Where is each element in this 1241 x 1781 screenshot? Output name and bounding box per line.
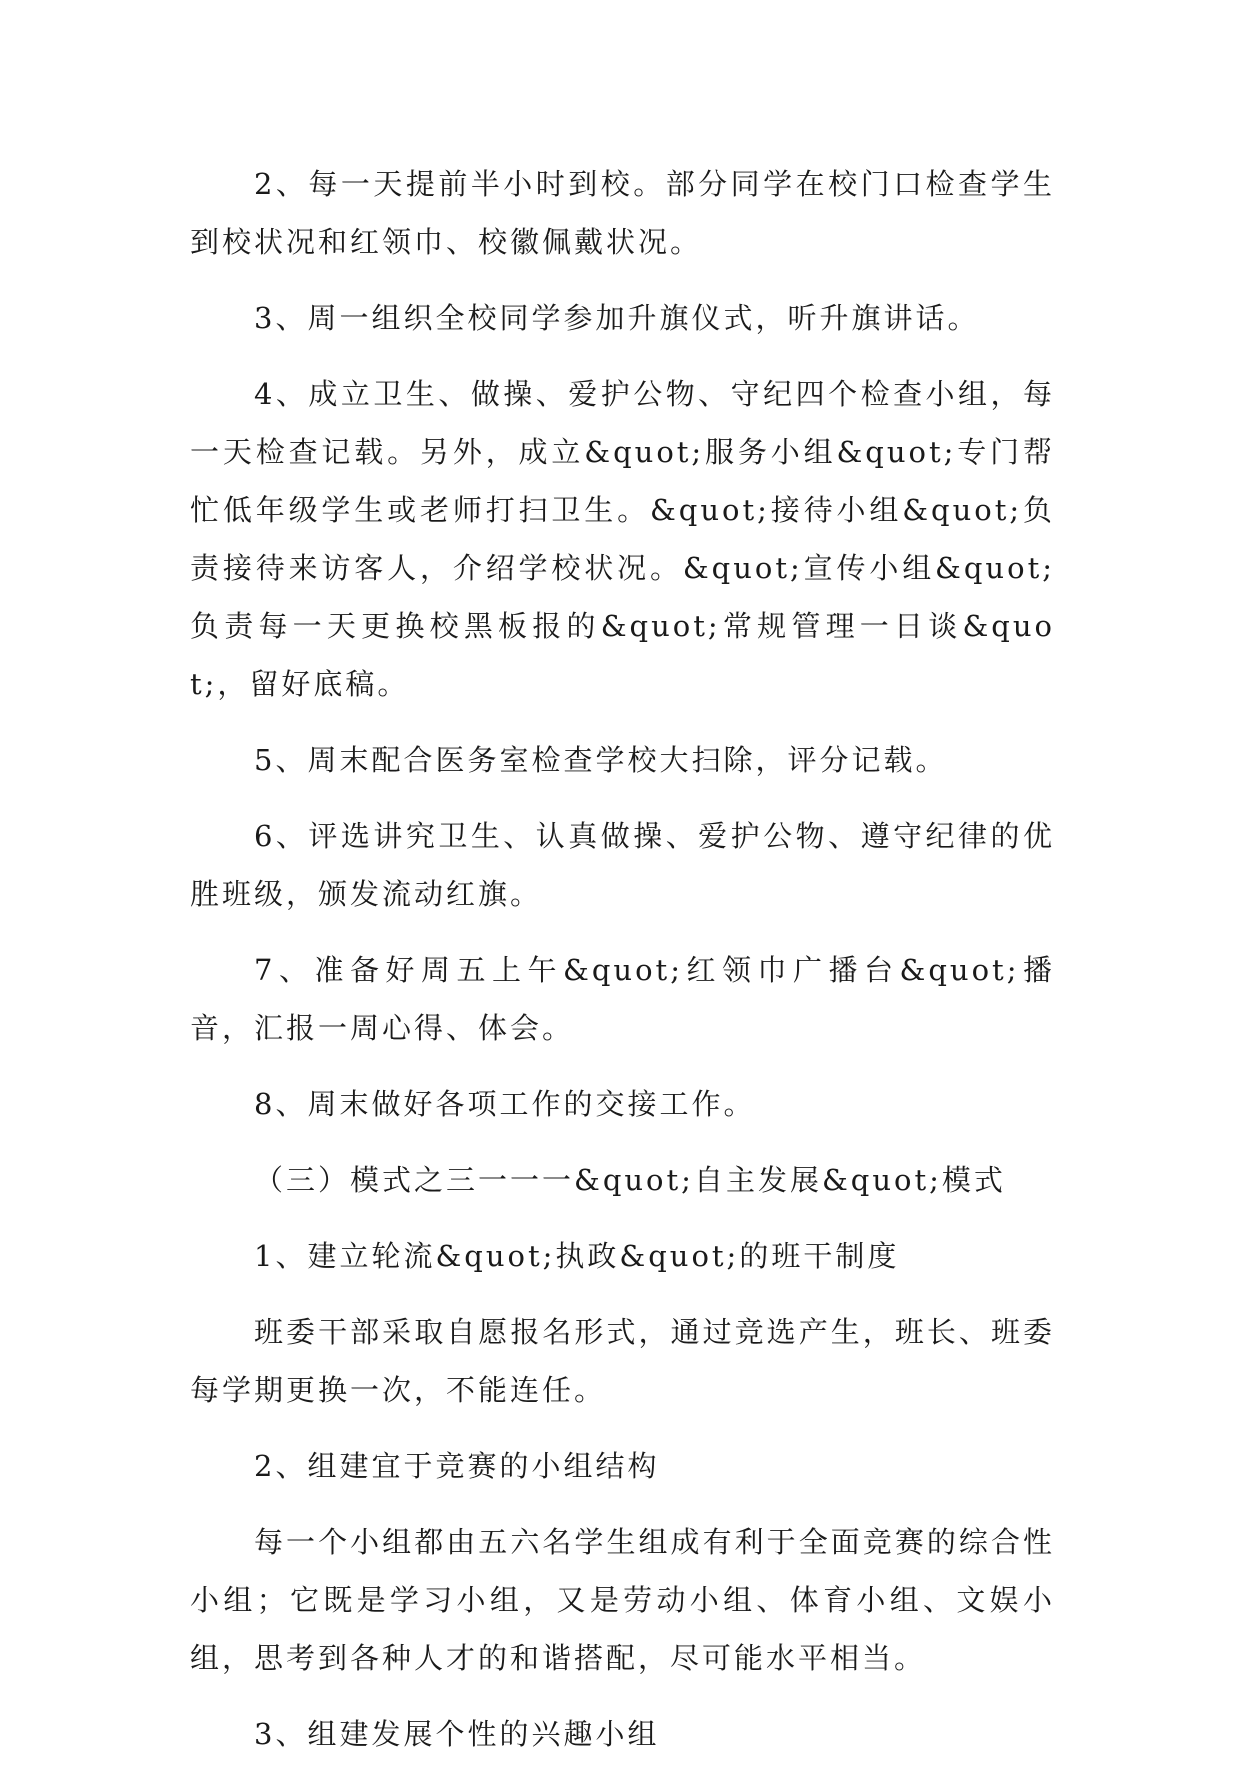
document-body <box>190 155 1055 1781</box>
paragraph-5: 6、评选讲究卫生、认真做操、爱护公物、遵守纪律的优胜班级，颁发流动红旗。 <box>190 819 1055 911</box>
subheading-2: 2、组建宜于竞赛的小组结构 <box>254 1449 660 1483</box>
subheading-3: 3、组建发展个性的兴趣小组 <box>254 1717 660 1751</box>
paragraph-7: 8、周末做好各项工作的交接工作。 <box>254 1087 756 1121</box>
paragraph-8: 班委干部采取自愿报名形式，通过竞选产生，班长、班委每学期更换一次，不能连任。 <box>190 1315 1055 1407</box>
paragraph-9: 每一个小组都由五六名学生组成有利于全面竞赛的综合性小组；它既是学习小组，又是劳动小组、体育小组、文娱小组，思考到各种人才的和谐搭配，尽可能水平相当。 <box>190 1525 1055 1675</box>
paragraph-2: 3、周一组织全校同学参加升旗仪式，听升旗讲话。 <box>254 301 980 335</box>
subheading-1: 1、建立轮流&quot;执政&quot;的班干制度 <box>254 1239 900 1273</box>
paragraph-6: 7、准备好周五上午&quot;红领巾广播台&quot;播音，汇报一周心得、体会。 <box>190 953 1055 1045</box>
section-heading: （三）模式之三一一一&quot;自主发展&quot;模式 <box>254 1163 1006 1197</box>
paragraph-3: 4、成立卫生、做操、爱护公物、守纪四个检查小组，每一天检查记载。另外，成立&quot;服务小组&quot;专门帮忙低年级学生或老师打扫卫生。&quot;接待小组&quot;负责接待来访客人，介绍学校状况。&quot;宣传小组&quot;负责每一天更换校黑板报的&quot;常规管理一日谈&quot;，留好底稿。 <box>190 377 1055 701</box>
paragraph-1: 2、每一天提前半小时到校。部分同学在校门口检查学生到校状况和红领巾、校徽佩戴状况。 <box>190 167 1055 259</box>
paragraph-4: 5、周末配合医务室检查学校大扫除，评分记载。 <box>254 743 948 777</box>
